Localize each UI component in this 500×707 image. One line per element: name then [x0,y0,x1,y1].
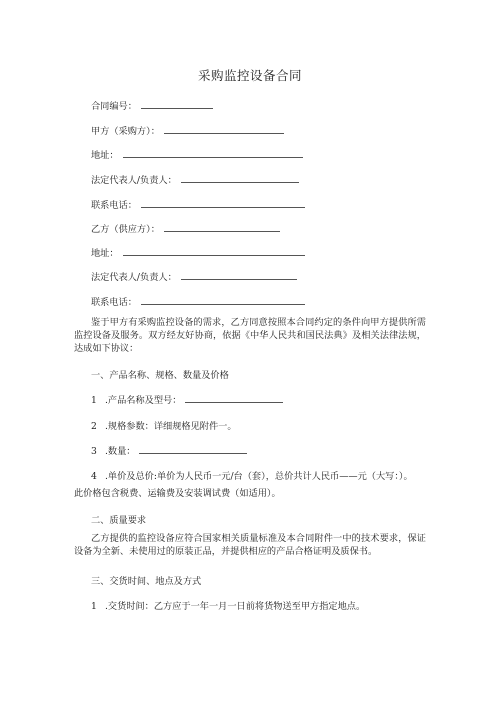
party-b-blank [164,221,280,232]
item-number: 3 [91,446,97,457]
contract-number-blank [141,98,213,109]
party-a-address-field [91,147,303,162]
party-a-field [91,123,284,138]
quantity-blank [139,443,247,454]
item-number: 4 [91,471,97,482]
party-a-rep-label: 法定代表人/负责人： [91,175,177,186]
item-text: .数量： [105,446,136,457]
model-blank [185,392,283,403]
item-text: .交货时间：乙方应于一年一月一日前将货物送至甲方指定地点。 [105,601,366,612]
party-b-address-label: 地址： [91,248,119,259]
section-1-item-4 [91,468,413,482]
section-3-heading: 三、交货时间、地点及方式 [91,576,202,587]
item-number: 2 [91,421,97,432]
party-b-phone-field [91,294,305,309]
contract-number-field [91,98,213,113]
party-b-address-field [91,245,305,260]
section-1-item-2 [91,418,237,432]
party-b-rep-label: 法定代表人/负责人： [91,272,177,283]
party-a-rep-field [91,172,299,187]
section-1-item-1 [91,392,283,406]
party-b-rep-field [91,269,297,284]
party-a-phone-blank [141,197,305,208]
item-number: 1 [91,395,97,406]
section-1-heading: 一、产品名称、规格、数量及价格 [91,370,229,381]
section-1-item-4-continued: 此价格包含税费、运输费及安装调试费（如适用）。 [74,488,281,499]
item-text: .产品名称及型号： [105,395,182,406]
contract-number-label: 合同编号： [91,101,137,112]
party-a-address-blank [123,147,303,158]
party-b-label: 乙方（供应方）： [91,224,160,235]
party-a-blank [164,123,284,134]
item-text: .单价及总价:单价为人民币一元/台（套），总价共计人民币——元（大写：）。 [105,471,413,482]
intro-paragraph: 鉴于甲方有采购监控设备的需求，乙方同意按照本合同约定的条件向甲方提供所需监控设备及服务。双方经友好协商，依据《中华人民共和国民法典》及相关法律法规，达成如下协议： [74,317,426,354]
document-title: 采购监控设备合同 [197,68,302,83]
item-text: .规格参数：详细规格见附件一。 [105,421,237,432]
party-a-phone-field [91,197,305,212]
party-a-phone-label: 联系电话： [91,200,137,211]
section-1-item-3 [91,443,247,457]
party-b-phone-label: 联系电话： [91,297,137,308]
party-b-rep-blank [181,269,297,280]
party-b-field [91,221,280,236]
party-a-label: 甲方（采购方）： [91,126,160,137]
party-b-phone-blank [141,294,305,305]
section-2-paragraph: 乙方提供的监控设备应符合国家相关质量标准及本合同附件一中的技术要求，保证设备为全新、未使用过的原装正品，并提供相应的产品合格证明及质保书。 [74,533,426,557]
party-b-address-blank [123,245,305,256]
section-3-item-1 [91,598,365,612]
item-number: 1 [91,601,97,612]
section-2-heading: 二、质量要求 [91,515,147,526]
party-a-address-label: 地址： [91,150,119,161]
party-a-rep-blank [181,172,299,183]
